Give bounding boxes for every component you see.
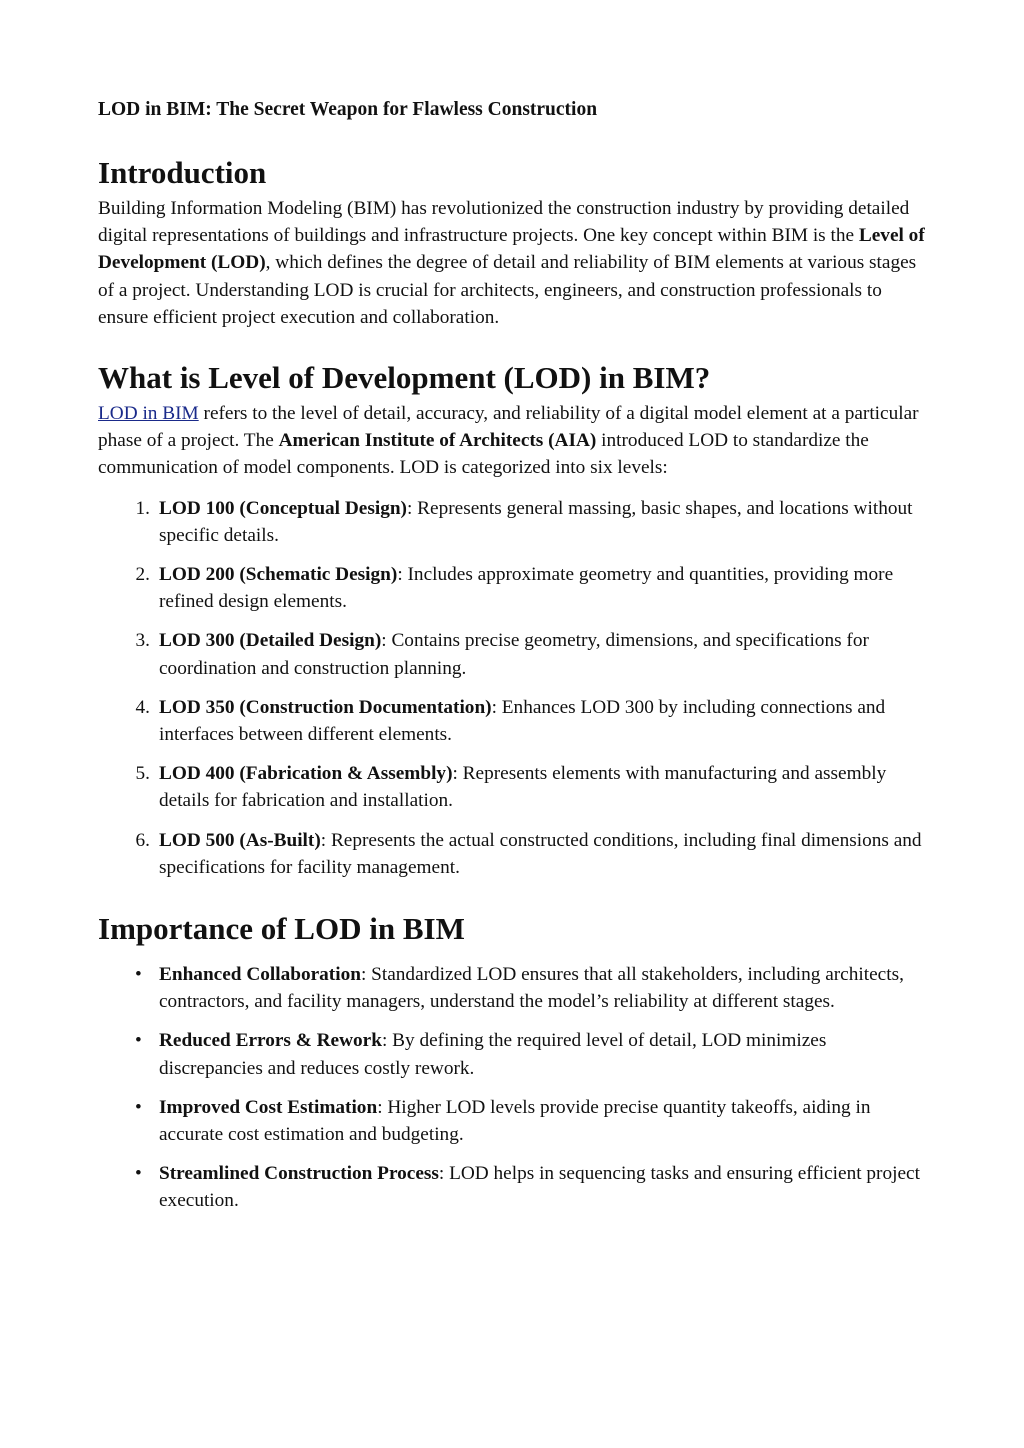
importance-item bbox=[98, 1160, 928, 1214]
importance-list bbox=[98, 961, 928, 1215]
importance-title: Reduced Errors & Rework bbox=[159, 1030, 382, 1052]
lod-level-description: : Enhances LOD 300 by including connections and interfaces between different elements. bbox=[159, 696, 886, 746]
importance-title: Streamlined Construction Process bbox=[159, 1163, 439, 1185]
what-is-lod-paragraph bbox=[98, 400, 928, 482]
lod-level-description: : Contains precise geometry, dimensions, and specifications for coordination and construction planning. bbox=[159, 630, 869, 679]
document-page bbox=[98, 96, 928, 1215]
lod-level-item bbox=[98, 627, 928, 681]
importance-description: : Higher LOD levels provide precise quantity takeoffs, aiding in accurate cost estimation and budgeting. bbox=[159, 1096, 871, 1146]
what-is-text-part-2: introduced LOD to standardize the communication of model components. LOD is categorized into six levels: bbox=[98, 430, 869, 479]
what-is-text-part-1: refers to the level of detail, accuracy, and reliability of a digital model element at a particular phase of a project. The bbox=[98, 403, 919, 452]
importance-heading: Importance of LOD in BIM bbox=[98, 911, 465, 947]
lod-level-item bbox=[98, 694, 928, 748]
lod-level-name: LOD 100 (Conceptual Design) bbox=[159, 497, 407, 519]
intro-text-part-2: , which defines the degree of detail and reliability of BIM elements at various stages of a project. Understanding LOD is crucial for architects, engineers, and construction professionals to ensure efficient project execution and collaboration. bbox=[98, 252, 917, 328]
list-number: 6. bbox=[135, 829, 150, 851]
list-number: 1. bbox=[135, 497, 150, 519]
lod-level-item bbox=[98, 827, 928, 881]
lod-level-name: LOD 500 (As-Built) bbox=[159, 829, 321, 851]
lod-level-description: : Represents elements with manufacturing and assembly details for fabrication and installation. bbox=[159, 763, 887, 812]
lod-level-item bbox=[98, 561, 928, 615]
importance-item bbox=[98, 961, 928, 1015]
lod-level-description: : Includes approximate geometry and quantities, providing more refined design elements. bbox=[159, 564, 894, 613]
list-number: 4. bbox=[135, 696, 150, 718]
list-number: 5. bbox=[135, 763, 150, 785]
lod-in-bim-link[interactable]: LOD in BIM bbox=[98, 403, 199, 425]
importance-title: Enhanced Collaboration bbox=[159, 964, 361, 986]
lod-level-description: : Represents the actual constructed conditions, including final dimensions and specifications for facility management. bbox=[159, 829, 922, 878]
lod-level-item bbox=[98, 760, 928, 814]
importance-item bbox=[98, 1094, 928, 1148]
aia-bold-term: American Institute of Architects (AIA) bbox=[278, 430, 597, 452]
lod-level-name: LOD 200 (Schematic Design) bbox=[159, 564, 398, 586]
bullet-marker: • bbox=[135, 1096, 142, 1118]
lod-level-description: : Represents general massing, basic shapes, and locations without specific details. bbox=[159, 497, 913, 546]
bullet-marker: • bbox=[135, 1030, 142, 1052]
bullet-marker: • bbox=[135, 1163, 142, 1185]
intro-text-part-1: Building Information Modeling (BIM) has revolutionized the construction industry by providing detailed digital representations of buildings and infrastructure projects. One key concept within BIM is the bbox=[98, 198, 910, 247]
importance-item bbox=[98, 1027, 928, 1081]
lod-level-item bbox=[98, 495, 928, 549]
bullet-marker: • bbox=[135, 964, 142, 986]
introduction-heading: Introduction bbox=[98, 155, 267, 190]
what-is-lod-heading: What is Level of Development (LOD) in BIM? bbox=[98, 360, 711, 396]
introduction-paragraph bbox=[98, 195, 928, 331]
intro-bold-term: Level of Development (LOD) bbox=[98, 225, 925, 274]
document-title: LOD in BIM: The Secret Weapon for Flawless Construction bbox=[98, 99, 598, 120]
lod-level-name: LOD 300 (Detailed Design) bbox=[159, 630, 382, 652]
lod-level-name: LOD 350 (Construction Documentation) bbox=[159, 696, 492, 718]
importance-description: : LOD helps in sequencing tasks and ensuring efficient project execution. bbox=[159, 1163, 920, 1212]
importance-description: : Standardized LOD ensures that all stakeholders, including architects, contractors, and facility managers, understand the model’s reliability at different stages. bbox=[159, 964, 904, 1013]
lod-levels-list bbox=[98, 495, 928, 881]
importance-title: Improved Cost Estimation bbox=[159, 1096, 378, 1118]
importance-description: : By defining the required level of detail, LOD minimizes discrepancies and reduces costly rework. bbox=[159, 1030, 827, 1079]
list-number: 3. bbox=[135, 630, 150, 652]
list-number: 2. bbox=[135, 564, 150, 586]
lod-level-name: LOD 400 (Fabrication & Assembly) bbox=[159, 763, 453, 785]
